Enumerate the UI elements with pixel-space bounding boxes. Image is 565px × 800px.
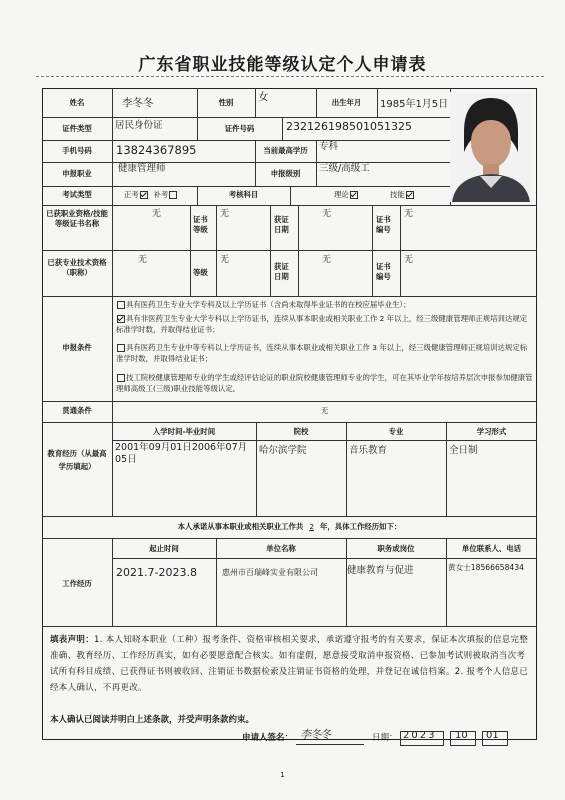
job-value: 健康管理师 — [118, 163, 166, 174]
edu-value: 专科 — [319, 141, 339, 152]
condition-4-checkbox[interactable] — [117, 374, 125, 382]
edu-header-period: 入学时间-毕业时间 — [152, 427, 216, 436]
edu-row-form: 全日制 — [449, 445, 478, 456]
phone-value: 13824367895 — [116, 143, 197, 157]
title-qual-value: 无 — [138, 255, 148, 265]
qualification-value: 无 — [152, 209, 162, 219]
edu-row-school: 哈尔滨学院 — [259, 445, 307, 456]
work-header-period: 起止时间 — [149, 544, 179, 553]
cert-no-value: 无 — [404, 209, 414, 219]
level-value: 三级/高级工 — [319, 163, 370, 174]
theory-option — [334, 190, 359, 200]
transfer-label: 贯通条件 — [62, 406, 92, 415]
date-label: 日期： — [372, 733, 398, 743]
work-header-position: 职务或岗位 — [377, 544, 415, 553]
work-promise: 本人承诺从事本职业或相关职业工作共 2 年，具体工作经历如下： — [177, 522, 402, 531]
edu-row-period: 2001年09月01日2006年07月05日 — [115, 442, 248, 466]
work-row-period: 2021.7-2023.8 — [116, 566, 197, 579]
date-month: 10 — [455, 730, 468, 741]
first-exam-label: 正考 — [124, 190, 139, 199]
edu-header-form: 学习形式 — [476, 427, 507, 436]
idtype-value: 居民身份证 — [115, 120, 163, 131]
applicant-signature: 李冬冬 — [300, 728, 330, 741]
name-value: 李冬冬 — [122, 97, 154, 109]
phone-label: 手机号码 — [62, 146, 92, 155]
birth-value: 1985年1月5日 — [380, 99, 449, 110]
cert-level-label: 证书等级 — [193, 215, 208, 234]
skill-option — [390, 190, 415, 200]
subject-label: 考核科目 — [228, 190, 259, 199]
idno-label: 证件号码 — [224, 124, 255, 133]
birth-label: 出生年月 — [331, 98, 362, 107]
gender-label: 性别 — [218, 98, 234, 107]
title-qual-label: 已获专业技术资格（职称） — [47, 258, 107, 277]
work-row-position: 健康教育与促进 — [347, 565, 414, 576]
condition-3-checkbox[interactable] — [117, 344, 125, 352]
work-header-company: 单位名称 — [266, 544, 296, 553]
applicant-photo — [450, 92, 532, 202]
cert-date-value: 无 — [322, 209, 332, 219]
makeup-exam-label: 补考 — [153, 190, 169, 199]
edu-label: 当前最高学历 — [263, 146, 308, 155]
date-year: 2023 — [403, 730, 437, 741]
condition-4: 技工院校健康管理师专业的学生或经评估论证的职业院校健康管理师专业的学生，可在其毕业学年按培养层次申报参加健康管理师高级工(三级)职业技能等级认定。 — [116, 373, 533, 394]
work-label: 工作经历 — [62, 579, 92, 588]
theory-checkbox[interactable] — [350, 191, 358, 199]
level-label: 申报级别 — [270, 169, 301, 178]
theory-label: 理论 — [334, 190, 349, 199]
idno-value: 232126198501051325 — [286, 120, 412, 133]
edu-header-school: 院校 — [293, 427, 309, 436]
declaration-confirm: 本人确认已阅读并明白上述条款，并受声明条款约束。 — [50, 715, 255, 725]
examtype-options — [124, 190, 178, 200]
job-label: 申报职业 — [62, 169, 92, 178]
cert-no-label: 证书编号 — [376, 215, 391, 234]
condition-2: 具有非医药卫生专业大学专科以上学历证书，连续从事本职业或相关职业工作 2 年以上，经三级健康管理师正规培训达规定标准学时数，并取得结业证书； — [116, 314, 528, 335]
condition-1-checkbox[interactable] — [117, 301, 125, 309]
declaration-text: 填表声明：1. 本人知晓本职业（工种）报考条件、资格审核相关要求，承诺遵守报考的有关要求，保证本次填报的信息完整准确、教育经历、工作经历真实，如有必要愿意配合核实。如有虚假，愿意接受取消申报资格、已参加考试则被取消当次考试所有科目成绩、已获得证书则被收回、注销证书数据检索及注销证书资格的处理，并登记在诚信档案。2. 报考个人信息已经本人确认，不再更改。 — [50, 635, 529, 694]
work-years: 2 — [309, 522, 315, 531]
title-level-value: 无 — [220, 255, 230, 265]
condition-2-checkbox[interactable] — [117, 315, 125, 323]
idtype-label: 证件类型 — [62, 124, 92, 133]
name-label: 姓名 — [69, 98, 85, 107]
cert-level-value: 无 — [220, 209, 230, 219]
title-divider — [36, 76, 544, 77]
transfer-value: 无 — [320, 406, 329, 415]
makeup-exam-checkbox[interactable] — [169, 191, 177, 199]
cert-date-label: 获证日期 — [274, 215, 289, 234]
education-label: 教育经历（从最高学历填起） — [47, 449, 107, 471]
title-cert-no-label: 证书编号 — [376, 262, 391, 281]
condition-1: 具有医药卫生专业大学专科及以上学历证书（含尚未取得毕业证书的在校应届毕业生）； — [116, 299, 534, 310]
edu-header-major: 专业 — [388, 427, 404, 436]
gender-value: 女 — [258, 91, 269, 103]
first-exam-checkbox[interactable] — [140, 191, 148, 199]
work-header-contact: 单位联系人、电话 — [461, 544, 522, 553]
work-row-company: 惠州市百瑞峰实业有限公司 — [222, 568, 318, 577]
page-number: 1 — [280, 770, 285, 779]
title-level-label: 等级 — [193, 268, 208, 277]
conditions-label: 申报条件 — [62, 343, 92, 352]
skill-checkbox[interactable] — [406, 191, 414, 199]
skill-label: 技能 — [390, 190, 405, 199]
page-title: 广东省职业技能等级认定个人申请表 — [138, 55, 427, 75]
signature-label: 申请人签名： — [242, 733, 294, 743]
edu-row-major: 音乐教育 — [349, 445, 388, 456]
date-day: 01 — [486, 730, 499, 741]
title-date-label: 获证日期 — [274, 262, 289, 281]
title-date-value: 无 — [322, 255, 332, 265]
qualification-label: 已获职业资格/技能等级证书名称 — [46, 209, 108, 228]
condition-3: 具有医药卫生专业中等专科以上学历证书，连续从事本职业或相关职业工作 3 年以上，经三级健康管理师正规培训达规定标准学时数，并取得结业证书； — [116, 343, 528, 364]
title-cert-no-value: 无 — [404, 255, 414, 265]
work-row-contact: 黄女士18566658434 — [448, 563, 524, 572]
examtype-label: 考试类型 — [62, 190, 92, 199]
